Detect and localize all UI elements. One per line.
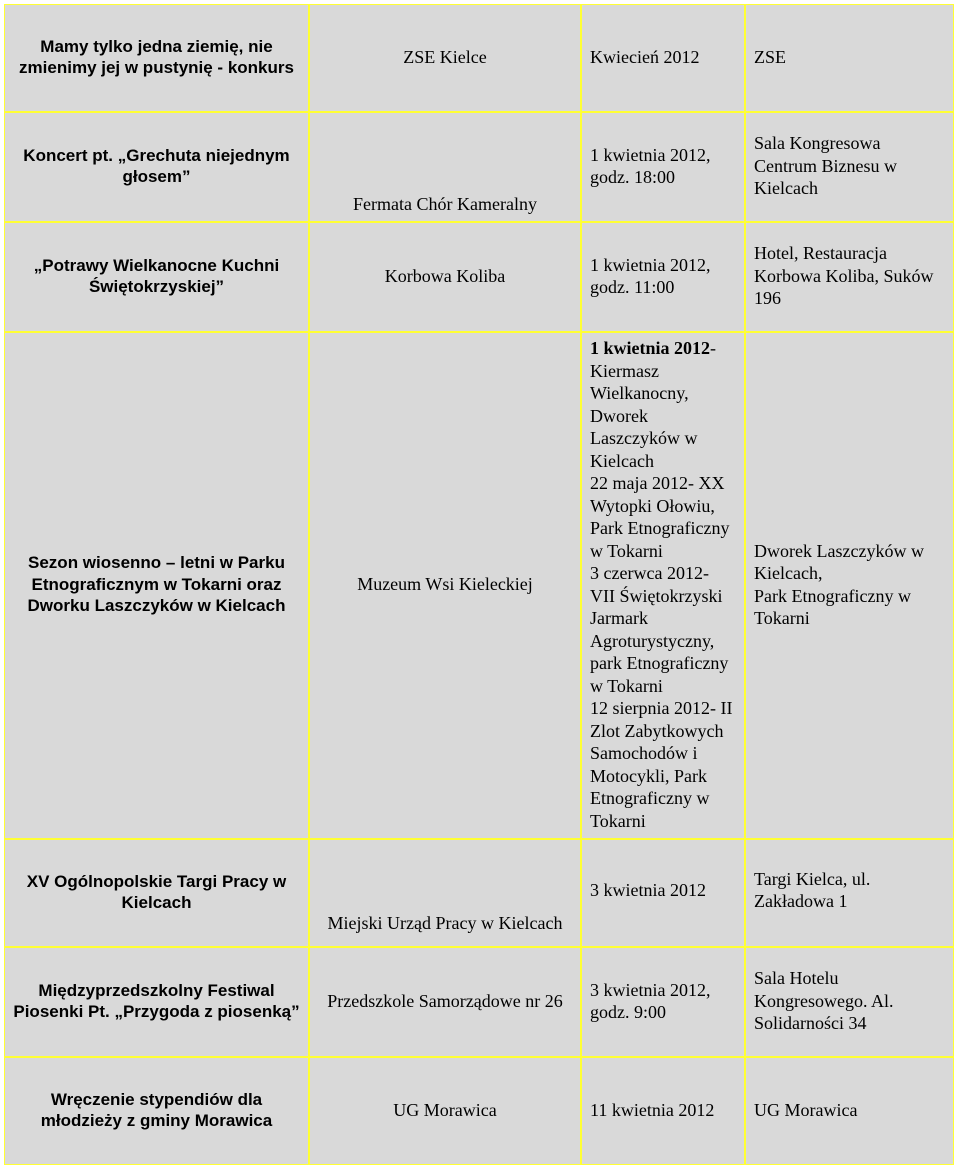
events-table <box>4 4 954 1165</box>
event-place-list <box>745 332 954 839</box>
event-place: Targi Kielca, ul. Zakładowa 1 <box>745 839 954 947</box>
event-organizer: ZSE Kielce <box>309 4 581 112</box>
date-line: Laszczyków w <box>590 428 698 448</box>
event-date: 3 kwietnia 2012 <box>581 839 745 947</box>
place-line: Tokarni <box>754 608 810 628</box>
event-organizer: Miejski Urząd Pracy w Kielcach <box>309 839 581 947</box>
event-title: Koncert pt. „Grechuta niejednym głosem” <box>4 112 309 222</box>
date-line: park Etnograficzny <box>590 653 729 673</box>
date-line: w Tokarni <box>590 540 663 561</box>
table-row <box>4 947 954 1057</box>
date-line: Tokarni <box>590 810 646 831</box>
date-line: Jarmark <box>590 608 648 628</box>
event-date-start: 1 kwietnia 2012 <box>590 338 711 358</box>
date-line: - Kiermasz <box>590 338 717 381</box>
event-title: „Potrawy Wielkanocne Kuchni Świętokrzyskiej” <box>4 222 309 332</box>
event-organizer: Korbowa Koliba <box>309 222 581 332</box>
table-row <box>4 222 954 332</box>
date-line: 3 czerwca 2012- <box>590 563 709 583</box>
event-date: Kwiecień 2012 <box>581 4 745 112</box>
date-line: 22 maja 2012- XX <box>590 473 725 493</box>
table-row <box>4 839 954 947</box>
event-title: Mamy tylko jedna ziemię, nie zmienimy jej w pustynię - konkurs <box>4 4 309 112</box>
date-line: Dworek <box>590 405 648 426</box>
event-date-list <box>581 332 745 839</box>
place-line: Dworek Laszczyków w <box>754 540 924 561</box>
date-line: Wielkanocny, <box>590 383 689 403</box>
event-place: UG Morawica <box>745 1057 954 1165</box>
table-row <box>4 332 954 839</box>
date-line: Zlot Zabytkowych <box>590 720 724 741</box>
place-line: Kielcach, <box>754 563 823 583</box>
event-organizer: Fermata Chór Kameralny <box>309 112 581 222</box>
date-line: w Tokarni <box>590 675 663 696</box>
date-line: Etnograficzny w <box>590 788 710 808</box>
event-title: Sezon wiosenno – letni w Parku Etnograficznym w Tokarni oraz Dworku Laszczyków w Kielcach <box>4 332 309 839</box>
event-date: 11 kwietnia 2012 <box>581 1057 745 1165</box>
event-title: XV Ogólnopolskie Targi Pracy w Kielcach <box>4 839 309 947</box>
date-line: 12 sierpnia 2012- II <box>590 698 733 718</box>
event-organizer: Przedszkole Samorządowe nr 26 <box>309 947 581 1057</box>
event-date: 1 kwietnia 2012, godz. 11:00 <box>581 222 745 332</box>
table-row <box>4 4 954 112</box>
event-place: Sala Kongresowa Centrum Biznesu w Kielcach <box>745 112 954 222</box>
date-line: Wytopki Ołowiu, <box>590 495 715 516</box>
date-line: Motocykli, Park <box>590 765 707 786</box>
date-line: Agroturystyczny, <box>590 630 715 651</box>
event-title: Międzyprzedszkolny Festiwal Piosenki Pt. „Przygoda z piosenką” <box>4 947 309 1057</box>
date-line: VII Świętokrzyski <box>590 585 723 606</box>
event-date: 3 kwietnia 2012, godz. 9:00 <box>581 947 745 1057</box>
table-row <box>4 112 954 222</box>
event-place: Sala Hotelu Kongresowego. Al. Solidarności 34 <box>745 947 954 1057</box>
event-organizer: Muzeum Wsi Kieleckiej <box>309 332 581 839</box>
event-title: Wręczenie stypendiów dla młodzieży z gminy Morawica <box>4 1057 309 1165</box>
date-line: Kielcach <box>590 450 654 471</box>
event-organizer: UG Morawica <box>309 1057 581 1165</box>
event-date: 1 kwietnia 2012, godz. 18:00 <box>581 112 745 222</box>
table-row <box>4 1057 954 1165</box>
event-place: ZSE <box>745 4 954 112</box>
date-line: Park Etnograficzny <box>590 518 730 538</box>
place-line: Park Etnograficzny w <box>754 585 911 606</box>
date-line: Samochodów i <box>590 743 698 763</box>
event-place: Hotel, Restauracja Korbowa Koliba, Suków 196 <box>745 222 954 332</box>
